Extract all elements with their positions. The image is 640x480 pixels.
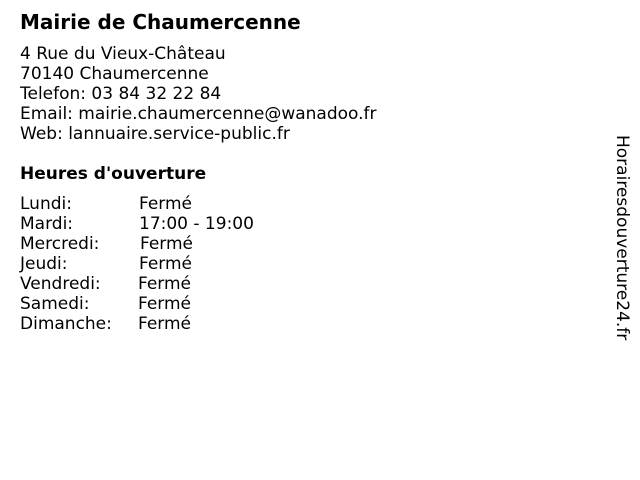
hours-value: Fermé — [139, 194, 193, 214]
hours-value: Fermé — [138, 314, 192, 334]
hours-value: Fermé — [139, 254, 193, 274]
email-line: Email: mairie.chaumercenne@wanadoo.fr — [20, 104, 377, 124]
day-label: Jeudi: — [20, 254, 68, 274]
phone-line: Telefon: 03 84 32 22 84 — [20, 84, 222, 104]
hours-value: Fermé — [140, 234, 194, 254]
opening-hours-heading: Heures d'ouverture — [20, 164, 207, 184]
hours-value: 17:00 - 19:00 — [139, 214, 254, 234]
page-title: Mairie de Chaumercenne — [20, 10, 301, 34]
city-postcode: 70140 Chaumercenne — [20, 64, 209, 84]
day-label: Vendredi: — [20, 274, 101, 294]
day-label: Mercredi: — [20, 234, 100, 254]
day-label: Samedi: — [20, 294, 90, 314]
address-block — [20, 44, 377, 144]
street-address: 4 Rue du Vieux-Château — [20, 44, 226, 64]
site-watermark: Horairesdouverture24.fr — [612, 135, 632, 341]
day-label: Dimanche: — [20, 314, 112, 334]
hours-value: Fermé — [138, 274, 192, 294]
web-line: Web: lannuaire.service-public.fr — [20, 124, 290, 144]
day-label: Lundi: — [20, 194, 72, 214]
day-label: Mardi: — [20, 214, 74, 234]
hours-value: Fermé — [138, 294, 192, 314]
